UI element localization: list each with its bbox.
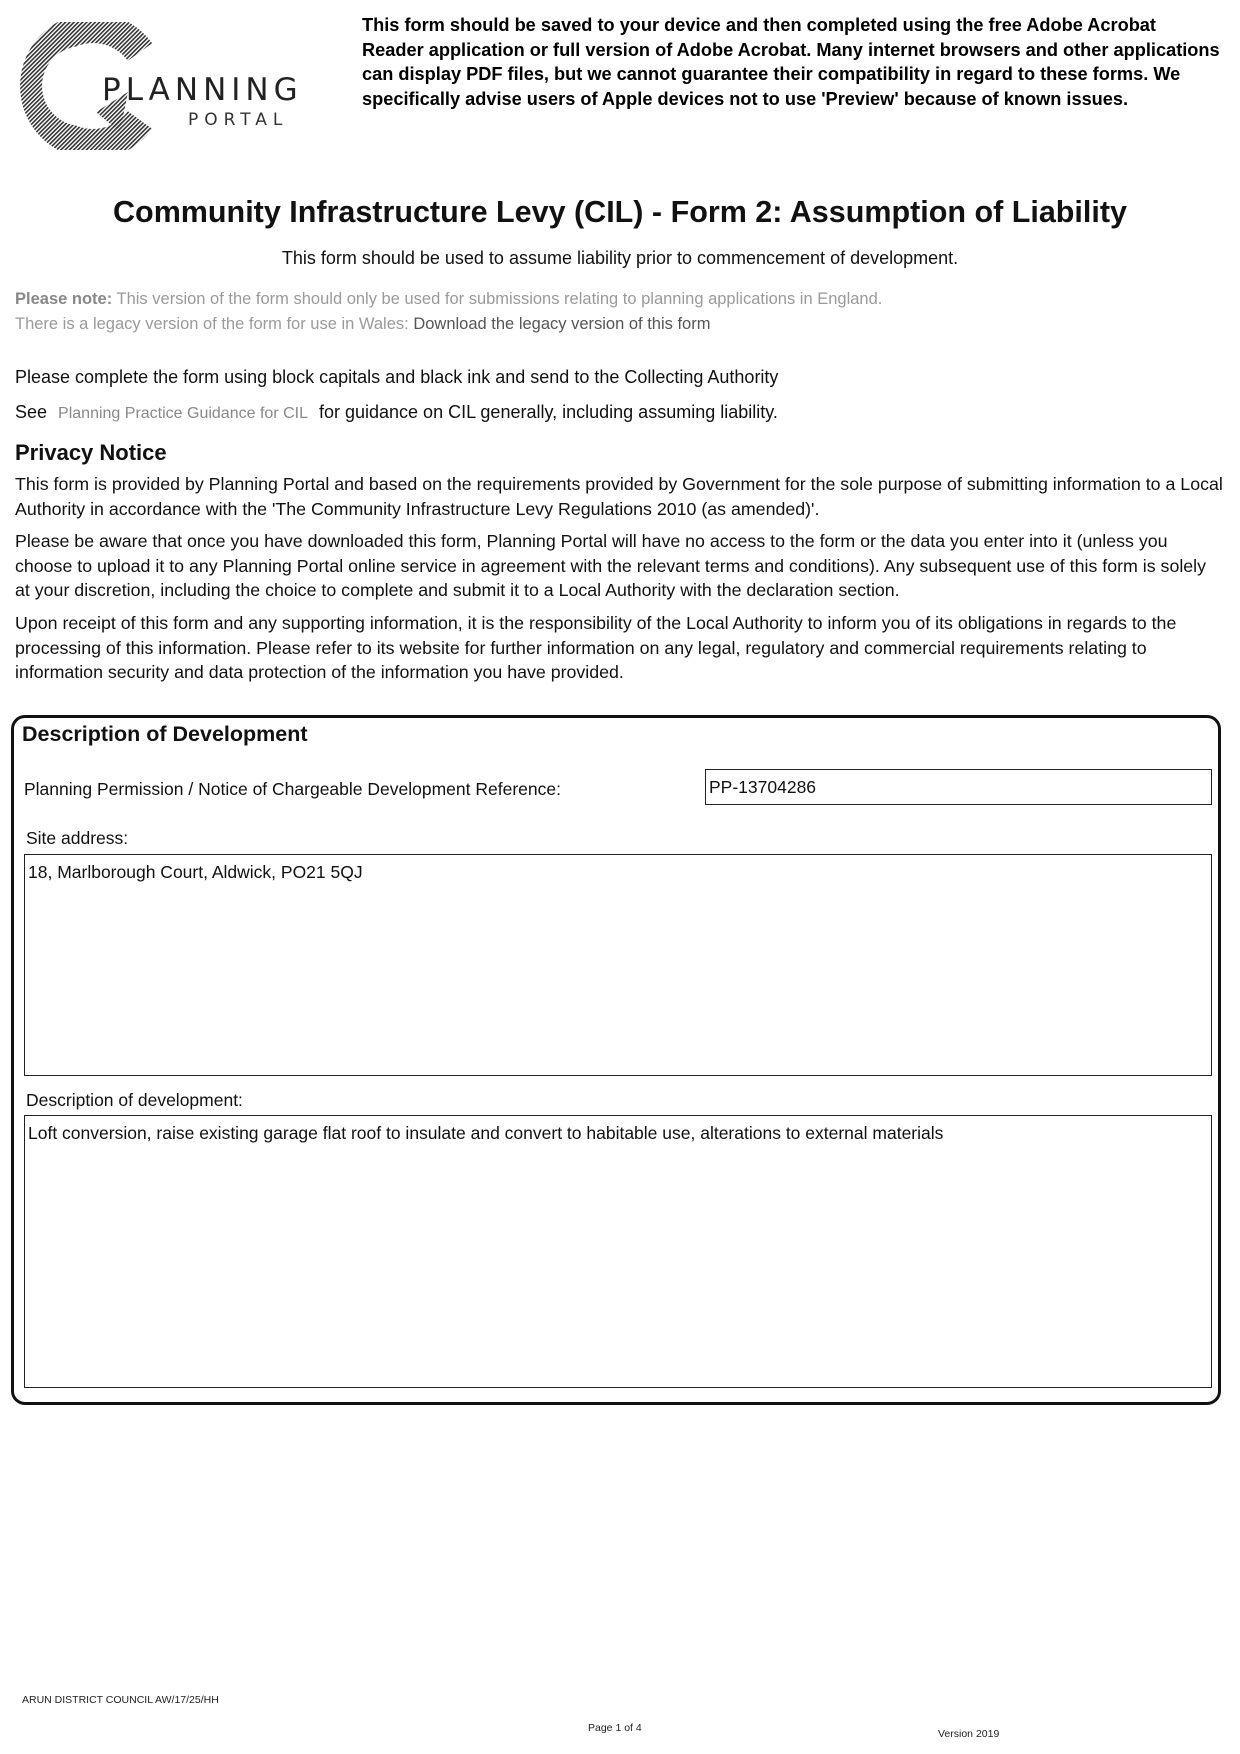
privacy-paragraph-1: This form is provided by Planning Portal and based on the requirements provided by Government for the sole purpose of submitting information to a Local Authority in accordance with the 'The Community Infrastructure Levy Regulations 2010 (as amended)'. [15, 474, 1223, 519]
logo-wordmark: PLANNING [102, 72, 303, 108]
site-address-label: Site address: [26, 828, 129, 848]
page-number: Page 1 of 4 [588, 1722, 642, 1734]
version-label: Version 2019 [938, 1728, 1000, 1740]
site-address-field[interactable]: 18, Marlborough Court, Aldwick, PO21 5QJ [24, 854, 1212, 1076]
wales-note [15, 315, 1215, 334]
description-field[interactable]: Loft conversion, raise existing garage flat roof to insulate and convert to habitable use, alterations to external materials [24, 1115, 1212, 1388]
development-heading: Description of Development [22, 722, 308, 746]
guidance-line [15, 402, 778, 423]
see-suffix: for guidance on CIL generally, including assuming liability. [318, 402, 778, 422]
note-line2: There is a legacy version of the form for use in Wales: [15, 315, 409, 333]
instruction-text: Please complete the form using block capitals and black ink and send to the Collecting Authority [15, 367, 779, 387]
description-label: Description of development: [26, 1090, 243, 1110]
note-line1: This version of the form should only be used for submissions relating to planning applications in England. [116, 290, 883, 308]
planning-portal-logo [18, 22, 308, 150]
legacy-form-link[interactable]: Download the legacy version of this form [413, 315, 711, 333]
logo-subword: PORTAL [188, 110, 289, 130]
see-prefix: See [15, 402, 48, 422]
form-title: Community Infrastructure Levy (CIL) - Form 2: Assumption of Liability [113, 195, 1127, 229]
note-label: Please note: [15, 290, 113, 308]
england-note [15, 290, 1215, 309]
compatibility-notice: This form should be saved to your device and then completed using the free Adobe Acrobat Reader application or full version of Adobe Acrobat. Many internet browsers and other applications can display PDF files, but we cannot guarantee their compatibility in regard to these forms. We specifically advise users of Apple devices not to use 'Preview' because of known issues. [362, 15, 1220, 109]
privacy-paragraph-2: Please be aware that once you have downloaded this form, Planning Portal will have no access to the form or the data you enter into it (unless you choose to upload it to any Planning Portal online service in agreement with the relevant terms and conditions). Any subsequent use of this form is solely at your discretion, including the choice to complete and submit it to a Local Authority with the declaration section. [15, 531, 1207, 600]
council-reference: ARUN DISTRICT COUNCIL AW/17/25/HH [22, 1694, 219, 1706]
reference-label: Planning Permission / Notice of Chargeable Development Reference: [24, 779, 561, 799]
privacy-heading: Privacy Notice [15, 440, 167, 465]
cil-guidance-link[interactable]: Planning Practice Guidance for CIL [58, 405, 308, 422]
privacy-paragraph-3: Upon receipt of this form and any supporting information, it is the responsibility of the Local Authority to inform you of its obligations in regards to the processing of this information. Please refer to its website for further information on any legal, regulatory and commercial requirements relating to information security and data protection of the information you have provided. [15, 613, 1177, 682]
form-subtitle: This form should be used to assume liability prior to commencement of development. [281, 248, 959, 268]
reference-field[interactable]: PP-13704286 [705, 769, 1212, 805]
